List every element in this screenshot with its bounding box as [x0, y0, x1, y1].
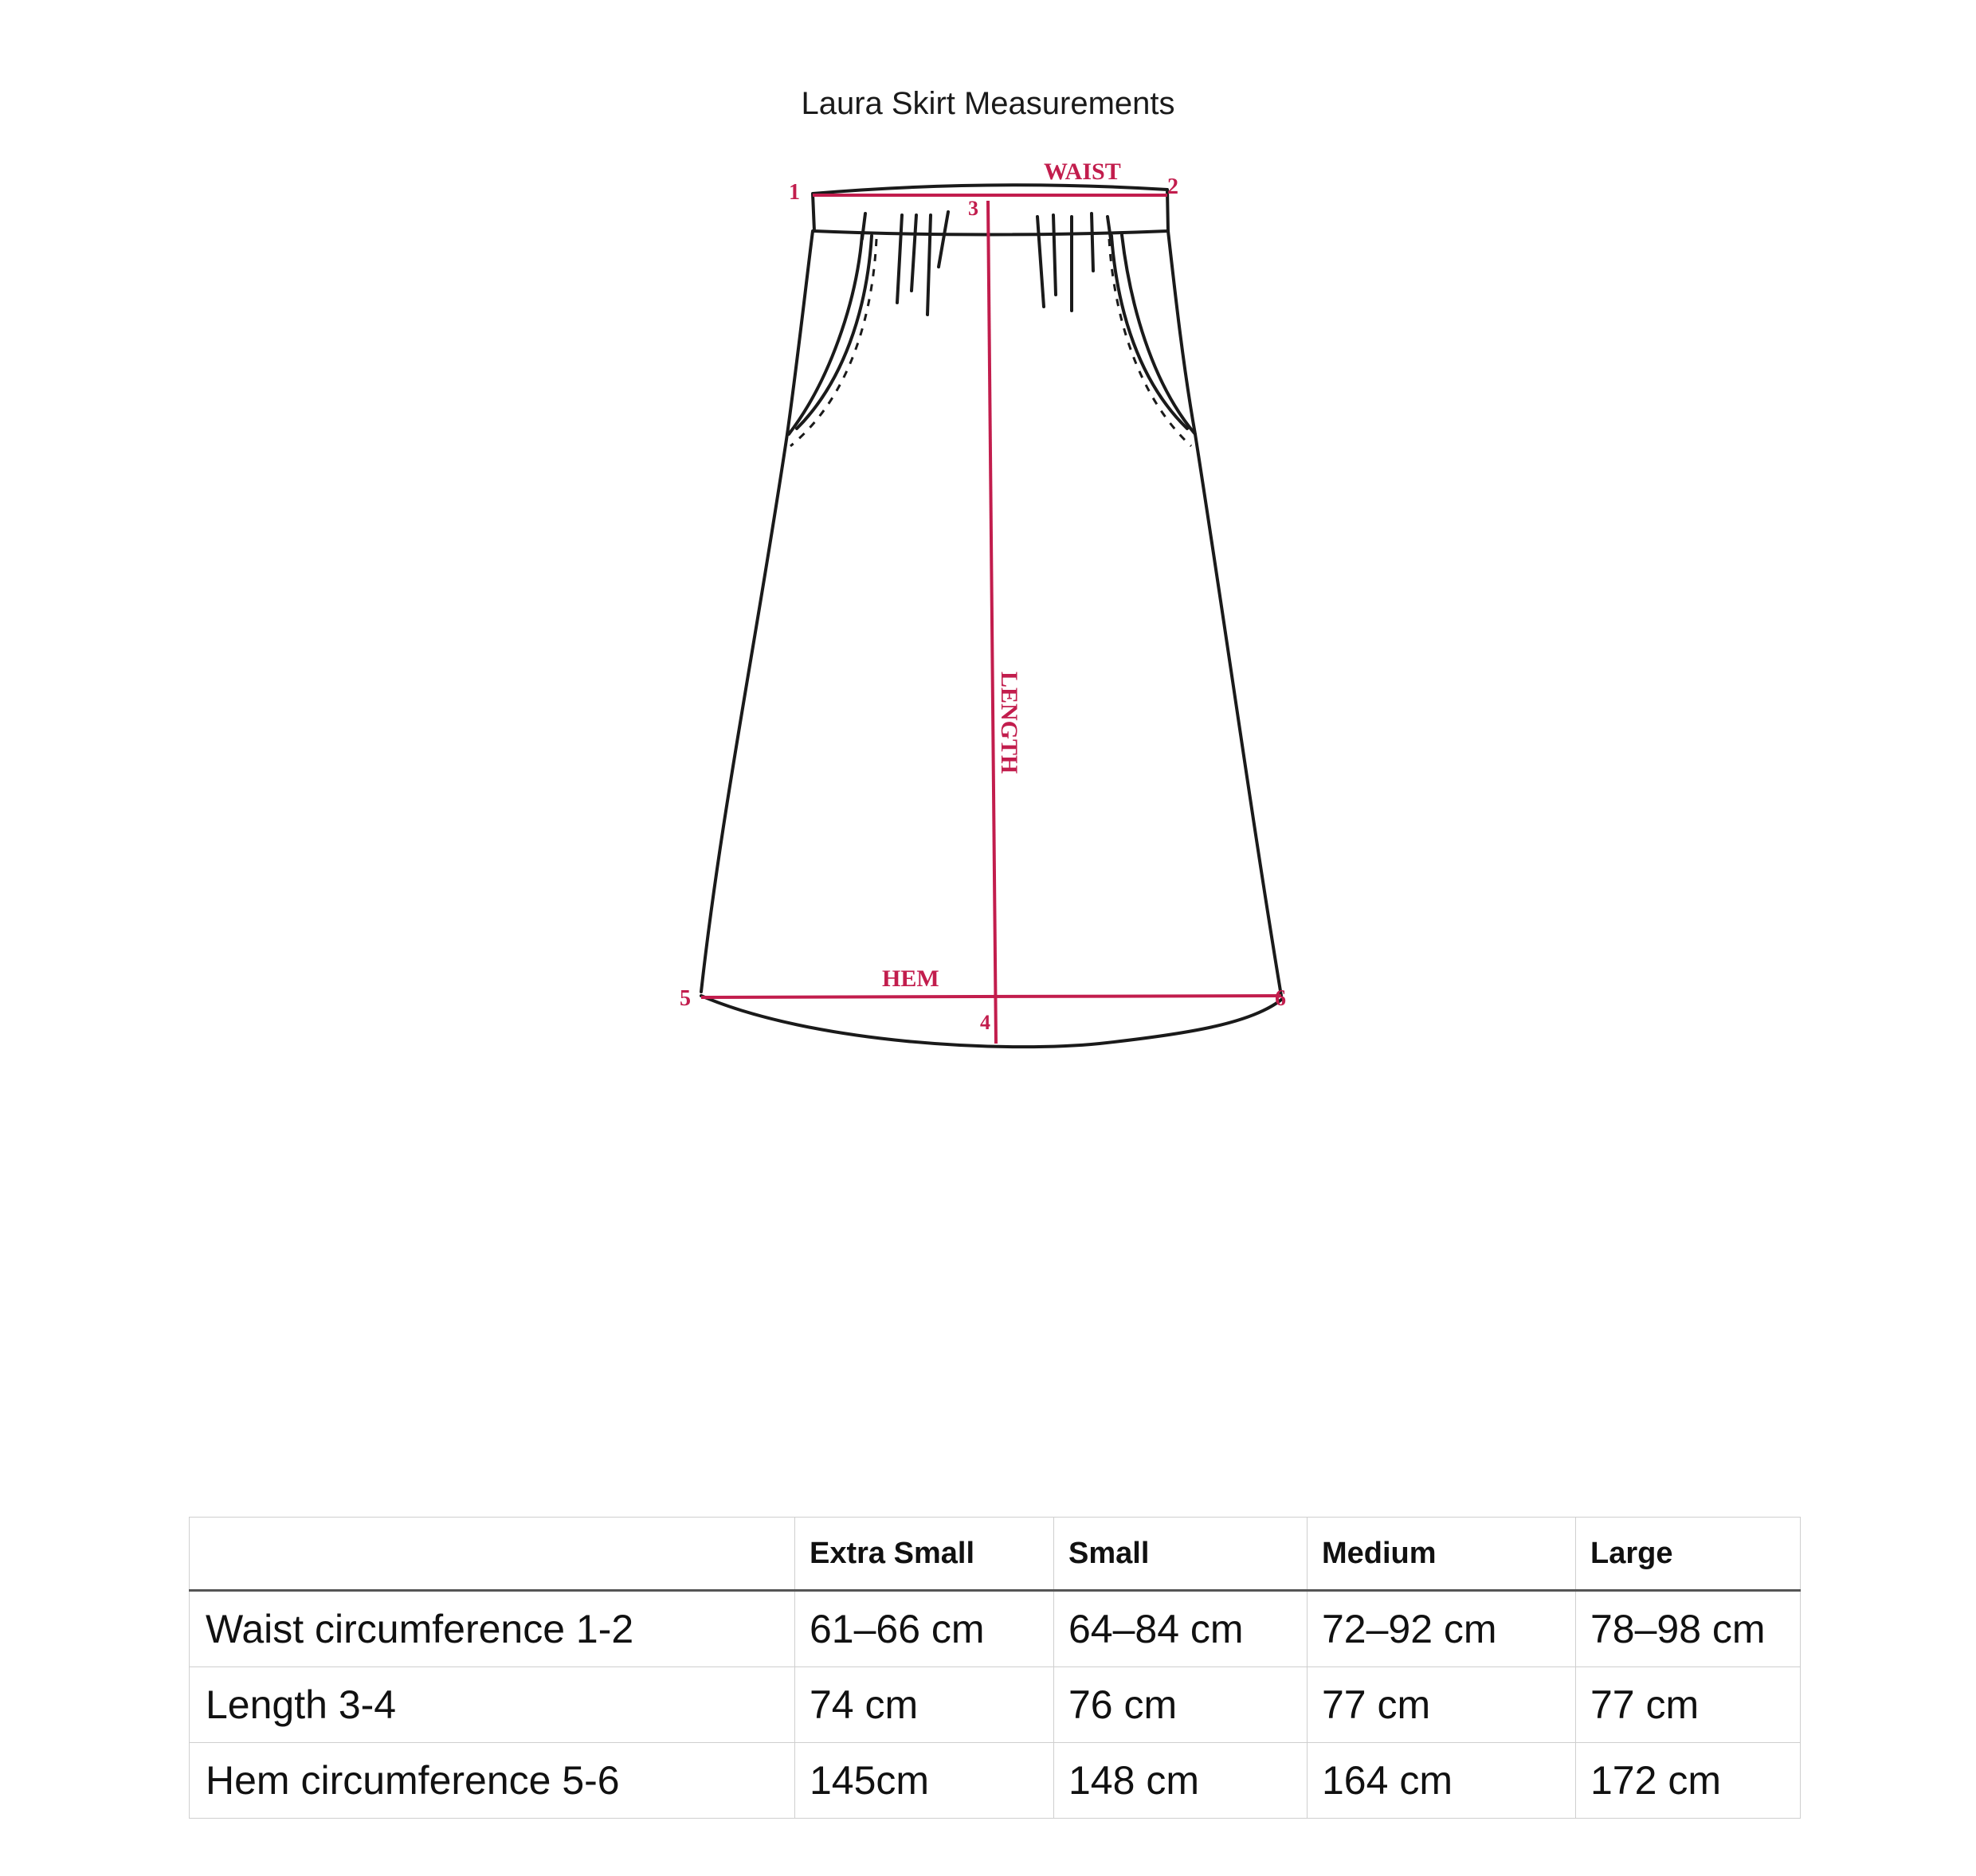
- point-1-label: 1: [789, 180, 800, 205]
- skirt-left-side: [701, 231, 813, 992]
- pocket-right-inner: [1112, 236, 1187, 429]
- table-cell: 78–98 cm: [1576, 1591, 1801, 1667]
- table-header-row: [190, 1518, 1801, 1591]
- table-cell: 145cm: [795, 1743, 1054, 1819]
- table-cell: 172 cm: [1576, 1743, 1801, 1819]
- row-label: Waist circumference 1-2: [190, 1591, 795, 1667]
- skirt-hem-outline: [701, 996, 1281, 1047]
- point-6-label: 6: [1275, 986, 1286, 1011]
- table-cell: 74 cm: [795, 1667, 1054, 1743]
- hem-label: HEM: [882, 965, 939, 992]
- gather-line: [897, 215, 902, 303]
- pocket-right: [1122, 235, 1195, 434]
- row-label: Length 3-4: [190, 1667, 795, 1743]
- header-medium: Medium: [1308, 1518, 1576, 1591]
- point-2-label: 2: [1167, 174, 1178, 199]
- gather-line: [1037, 217, 1044, 307]
- table-cell: 164 cm: [1308, 1743, 1576, 1819]
- header-extra-small: Extra Small: [795, 1518, 1054, 1591]
- row-label: Hem circumference 5-6: [190, 1743, 795, 1819]
- gather-line: [912, 215, 916, 291]
- header-empty: [190, 1518, 795, 1591]
- hem-measure-line: [701, 996, 1281, 997]
- table-row: [190, 1743, 1801, 1819]
- gather-line: [1053, 215, 1056, 295]
- table-cell: 76 cm: [1054, 1667, 1308, 1743]
- header-large: Large: [1576, 1518, 1801, 1591]
- page-title: Laura Skirt Measurements: [801, 86, 1175, 121]
- table-cell: 72–92 cm: [1308, 1591, 1576, 1667]
- waistband-outline: [813, 185, 1168, 234]
- gather-line: [939, 212, 948, 267]
- length-measure-line: [988, 201, 996, 1044]
- table-row: [190, 1591, 1801, 1667]
- table-cell: 77 cm: [1576, 1667, 1801, 1743]
- table-cell: 64–84 cm: [1054, 1591, 1308, 1667]
- point-4-label: 4: [980, 1011, 990, 1034]
- skirt-right-side: [1168, 231, 1281, 996]
- point-5-label: 5: [680, 986, 691, 1011]
- length-label: LENGTH: [996, 672, 1022, 774]
- waist-label: WAIST: [1044, 159, 1121, 185]
- size-table-container: [189, 1517, 1800, 1819]
- table-row: [190, 1667, 1801, 1743]
- table-cell: 61–66 cm: [795, 1591, 1054, 1667]
- table-cell: 148 cm: [1054, 1743, 1308, 1819]
- table-cell: 77 cm: [1308, 1667, 1576, 1743]
- header-small: Small: [1054, 1518, 1308, 1591]
- gather-line: [927, 215, 931, 315]
- size-table: [189, 1517, 1801, 1819]
- gather-line: [1092, 213, 1093, 271]
- point-3-label: 3: [968, 197, 978, 220]
